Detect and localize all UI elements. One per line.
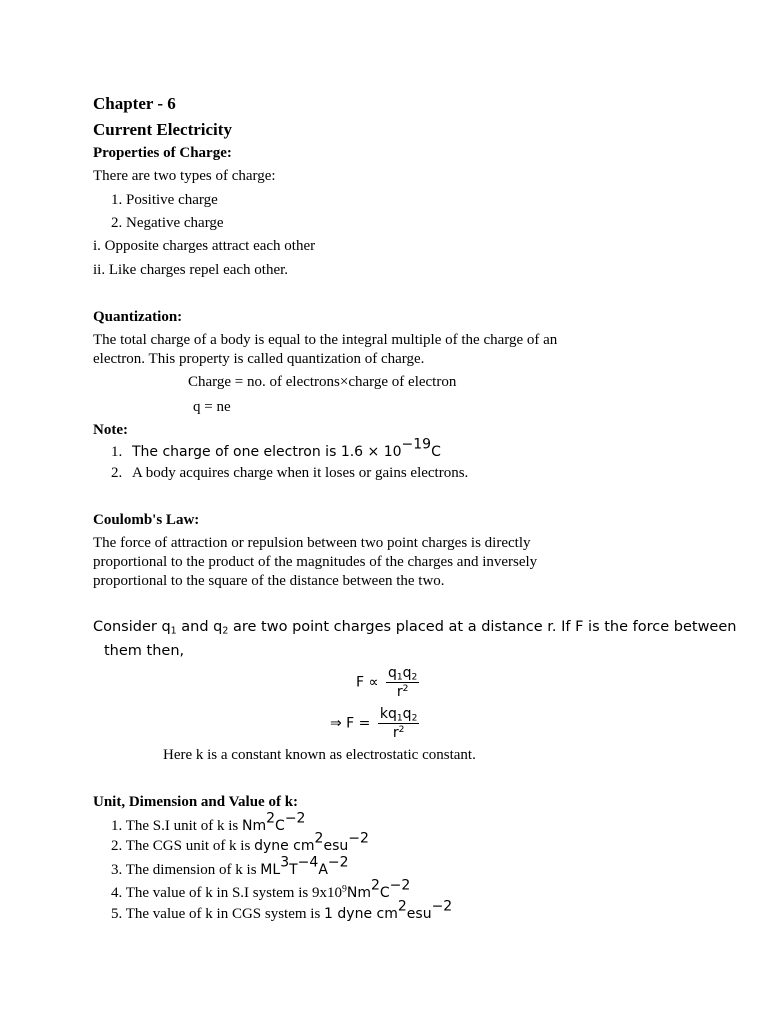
charge-formula: q = ne <box>193 399 231 415</box>
coulomb-text: The force of attraction or repulsion between two point charges is directly <box>93 535 531 551</box>
exponent: −19 <box>401 436 432 453</box>
note-heading: Note: <box>93 422 128 438</box>
charge-equation: Charge = no. of electrons×charge of electron <box>188 374 457 390</box>
note-item-number: 2. <box>111 465 123 481</box>
unit: C <box>431 444 441 460</box>
consider-text-cont: them then, <box>104 643 185 659</box>
coulomb-text: proportional to the product of the magnitudes of the charges and inversely <box>93 554 538 570</box>
coulomb-formula: ⇒ F = $\frac{kq_1q_2}{r^2}$ <box>330 706 418 741</box>
unit-item: 1. The S.I unit of k is $Nm^2C^{-2}$ <box>111 810 306 834</box>
note-item <box>111 436 441 461</box>
quantization-heading: Quantization: <box>93 309 183 325</box>
proportionality-formula: F ∝ $\frac{q_1q_2}{r^2}$ <box>356 665 418 700</box>
constant-note: Here k is a constant known as electrostatic constant. <box>163 747 476 763</box>
properties-heading: Properties of Charge: <box>93 145 232 161</box>
unit-item: 3. The dimension of k is $ML^3T^{-4}A^{-2}$ <box>111 854 349 878</box>
charge-type-item: 1. Positive charge <box>111 192 218 208</box>
properties-intro: There are two types of charge: <box>93 168 276 184</box>
consider-text: Consider $q_1$ and $q_2$ are two point charges placed at a distance r. If F is the force between <box>93 619 737 637</box>
quantization-text: electron. This property is called quantization of charge. <box>93 351 425 367</box>
note-item-number: 1. <box>111 444 123 460</box>
unit-item: 2. The CGS unit of k is dyne $cm^2esu^{-2}$ <box>111 830 369 854</box>
charge-rule-item: ii. Like charges repel each other. <box>93 262 289 278</box>
note-item-text: The charge of one electron is 1.6 × 10 <box>132 444 402 460</box>
unit-heading: Unit, Dimension and Value of k: <box>93 794 299 810</box>
chapter-number: Chapter - 6 <box>93 94 176 113</box>
coulomb-heading: Coulomb's Law: <box>93 512 200 528</box>
charge-type-item: 2. Negative charge <box>111 215 224 231</box>
unit-item: 5. The value of k in CGS system is 1 dyne $cm^2esu^{-2}$ <box>111 898 453 922</box>
charge-rule-item: i. Opposite charges attract each other <box>93 238 316 254</box>
coulomb-text: proportional to the square of the distance between the two. <box>93 573 445 589</box>
note-item-text: A body acquires charge when it loses or gains electrons. <box>132 465 469 481</box>
quantization-text: The total charge of a body is equal to the integral multiple of the charge of an <box>93 332 558 348</box>
note-item <box>111 465 468 482</box>
unit-item: 4. The value of k in S.I system is $9x10^9Nm^2C^{-2}$ <box>111 877 411 901</box>
chapter-title: Current Electricity <box>93 120 232 139</box>
